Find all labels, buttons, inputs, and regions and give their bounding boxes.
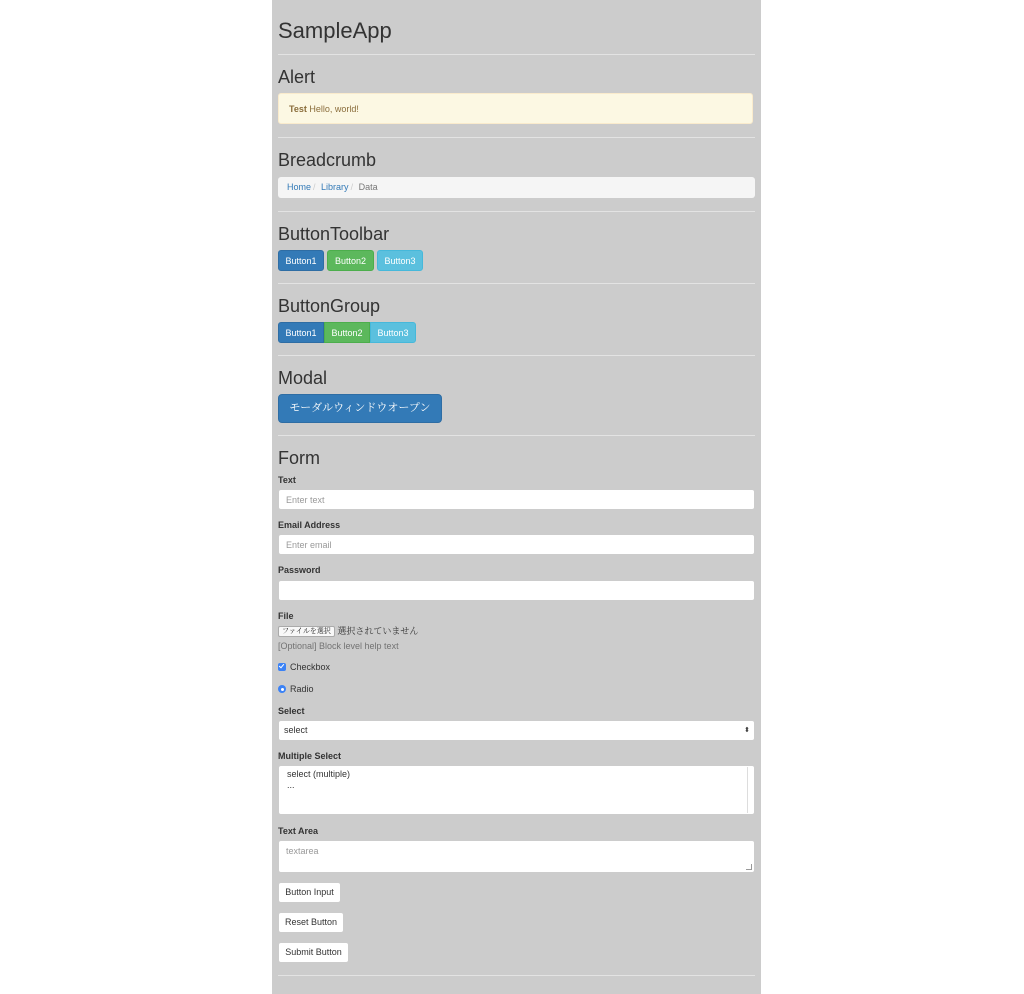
group-button-2[interactable]: Button2	[324, 322, 370, 343]
alert-strong: Test	[289, 104, 307, 114]
toolbar-heading: ButtonToolbar	[278, 224, 390, 244]
breadcrumb-home-link[interactable]: Home	[287, 182, 312, 192]
updown-arrow-icon: ⬍	[744, 727, 750, 734]
breadcrumb-separator: /	[313, 182, 316, 192]
divider	[278, 54, 755, 55]
radio-row[interactable]	[278, 684, 314, 695]
textarea[interactable]	[278, 840, 755, 873]
multi-select[interactable]	[278, 765, 755, 815]
email-input[interactable]	[278, 534, 755, 555]
divider	[278, 137, 755, 138]
multi-option[interactable]: ...	[287, 780, 295, 790]
group-button-1[interactable]: Button1	[278, 322, 324, 343]
alert-box	[278, 93, 753, 124]
divider	[278, 283, 755, 284]
breadcrumb	[278, 177, 755, 198]
alert-message: Hello, world!	[309, 104, 359, 114]
modal-heading: Modal	[278, 368, 328, 388]
toolbar-button-3[interactable]: Button3	[377, 250, 423, 271]
help-text: [Optional] Block level help text	[278, 641, 399, 651]
multi-select-scrollbar[interactable]	[747, 767, 752, 813]
select-label: Select	[278, 706, 305, 716]
reset-button[interactable]: Reset Button	[278, 912, 344, 933]
alert-heading: Alert	[278, 67, 316, 87]
button-input[interactable]: Button Input	[278, 882, 341, 903]
textarea-label: Text Area	[278, 826, 319, 836]
email-label: Email Address	[278, 520, 341, 530]
modal-open-button[interactable]: モーダルウィンドウオープン	[278, 394, 442, 423]
file-status: 選択されていません	[337, 626, 419, 636]
resize-grip-icon[interactable]	[746, 864, 752, 870]
group-heading: ButtonGroup	[278, 296, 381, 316]
divider	[278, 355, 755, 356]
file-label: File	[278, 611, 294, 621]
checkbox-label: Checkbox	[290, 662, 331, 672]
breadcrumb-separator: /	[350, 182, 354, 192]
text-input[interactable]	[278, 489, 755, 510]
multi-option[interactable]: select (multiple)	[287, 769, 351, 779]
divider	[278, 435, 755, 436]
password-label: Password	[278, 565, 321, 575]
select-value: select	[284, 725, 308, 735]
radio-selected-icon[interactable]	[278, 685, 286, 693]
page-container	[272, 0, 761, 994]
password-input[interactable]	[278, 580, 755, 601]
submit-button[interactable]: Submit Button	[278, 942, 349, 963]
file-picker	[278, 626, 418, 637]
divider	[278, 211, 755, 212]
text-label: Text	[278, 475, 296, 485]
textarea-placeholder: textarea	[286, 846, 319, 856]
breadcrumb-library-link[interactable]: Library	[321, 182, 349, 192]
breadcrumb-heading: Breadcrumb	[278, 150, 377, 170]
toolbar-button-1[interactable]: Button1	[278, 250, 324, 271]
form-heading: Form	[278, 448, 320, 468]
checkbox-row[interactable]	[278, 662, 330, 673]
file-choose-button[interactable]: ファイルを選択	[278, 626, 335, 637]
checkbox-checked-icon[interactable]	[278, 663, 286, 671]
breadcrumb-current: Data	[358, 182, 378, 192]
app-title: SampleApp	[278, 18, 392, 43]
divider	[278, 975, 755, 976]
group-button-3[interactable]: Button3	[370, 322, 416, 343]
select-dropdown[interactable]	[278, 720, 755, 741]
radio-label: Radio	[290, 684, 314, 694]
multi-select-label: Multiple Select	[278, 751, 342, 761]
toolbar-button-2[interactable]: Button2	[327, 250, 374, 271]
